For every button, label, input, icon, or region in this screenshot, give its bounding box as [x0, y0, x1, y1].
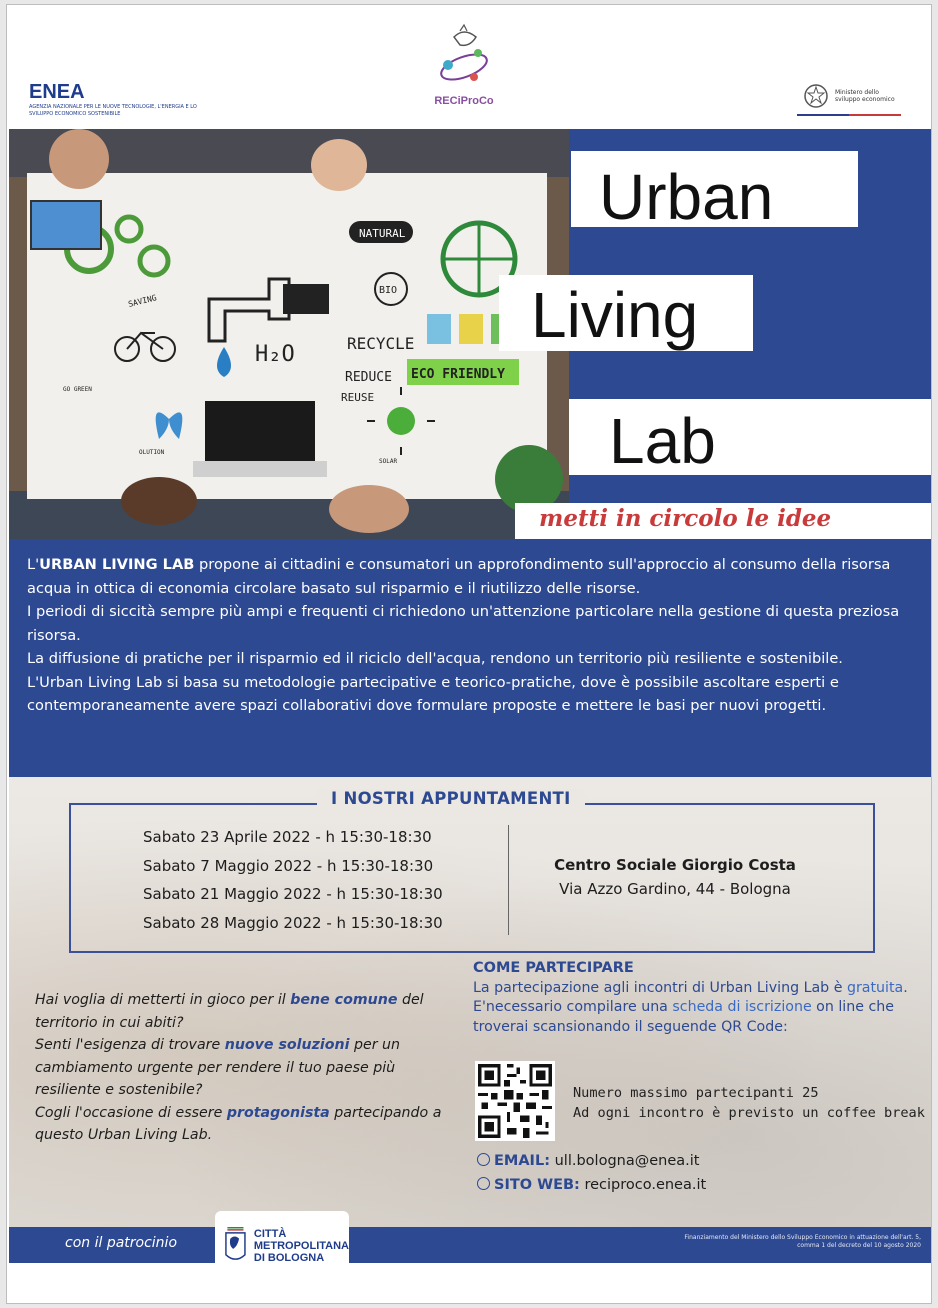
max-participants: Numero massimo partecipanti 25: [573, 1085, 819, 1101]
intro-paragraph-3: La diffusione di pratiche per il risparmio ed il riciclo dell'acqua, rendono un territorio più resiliente e sostenibile.: [27, 650, 843, 667]
venue-address: Via Azzo Gardino, 44 - Bologna: [559, 880, 791, 898]
invite-highlight: nuove soluzioni: [224, 1037, 350, 1053]
intro-strong: URBAN LIVING LAB: [39, 556, 195, 573]
invite-text-part: Senti l'esigenza di trovare: [35, 1037, 225, 1053]
patronage-label: con il patrocinio: [65, 1235, 178, 1251]
eco-friendly-label: ECO FRIENDLY: [411, 367, 505, 382]
invite-text-part: del territorio in cui abiti?: [35, 992, 424, 1031]
go-green-label: GO GREEN: [63, 386, 92, 393]
pollution-label: OLUTION: [139, 449, 165, 456]
intro-paragraph-2: I periodi di siccità sempre più ampi e frequenti ci richiedono un'attenzione particolare nella gestione di questa preziosa risorsa.: [27, 603, 900, 644]
flyer: [6, 4, 932, 1304]
metro-line: METROPOLITANA: [253, 1240, 349, 1252]
invite-text-part: partecipando a questo Urban Living Lab.: [35, 1104, 442, 1143]
intro-text: [9, 539, 931, 777]
reciproco-name: RECiProCo: [434, 95, 494, 107]
details-section: [9, 777, 931, 1227]
how-text-part: La partecipazione agli incontri di Urban Living Lab è: [473, 979, 847, 996]
recycle-label: RECYCLE: [347, 334, 415, 353]
reciproco-icon: [434, 23, 494, 93]
bio-label: BIO: [379, 285, 398, 296]
solar-label: SOLAR: [379, 458, 398, 465]
intro-paragraph-1: [27, 553, 915, 600]
how-text-part: E'necessario compilare una: [473, 999, 673, 1015]
how-registration: [473, 998, 932, 1037]
venue: [545, 853, 805, 901]
intro-rest: propone ai cittadini e consumatori un approfondimento sull'approccio al consumo della risorsa acqua in ottica di economia circolare basato sul risparmio e il riutilizzo delle risorse.: [27, 556, 891, 597]
contacts: [477, 1149, 706, 1197]
invite-highlight: bene comune: [290, 992, 398, 1008]
natural-label: NATURAL: [359, 227, 406, 240]
email-link[interactable]: ull.bologna@enea.it: [554, 1153, 700, 1169]
how-free: [473, 979, 932, 999]
metro-line: DI BOLOGNA: [253, 1252, 325, 1264]
enea-logo: [29, 81, 199, 118]
how-to-participate: [473, 959, 932, 1037]
enea-wordmark: ENEA: [29, 81, 85, 103]
metropolitan-city-logo: [215, 1211, 349, 1281]
venue-name: Centro Sociale Giorgio Costa: [554, 856, 796, 874]
reciproco-logo: [419, 23, 509, 107]
invite-text-part: Hai voglia di metterti in gioco per il: [35, 992, 291, 1008]
globe-icon: [477, 1177, 490, 1190]
how-highlight: scheda di iscrizione: [672, 999, 812, 1015]
email-row: [477, 1149, 706, 1173]
invite-text-part: Cogli l'occasione di essere: [35, 1104, 227, 1121]
website-row: [477, 1173, 706, 1197]
how-title: COME PARTECIPARE: [473, 960, 634, 976]
metropolitan-city-name: [254, 1228, 349, 1264]
appointment-date: Sabato 28 Maggio 2022 - h 15:30-18:30: [143, 913, 443, 932]
appointment-date: Sabato 21 Maggio 2022 - h 15:30-18:30: [143, 885, 443, 903]
intro-paragraph-4: L'Urban Living Lab si basa su metodologie partecipative e teorico-pratiche, dove è possibile ascoltare esperti e contemporaneamente avere spazi collaborativi dove formulare proposte e mettere le basi per nuovi progetti.: [27, 673, 839, 714]
capacity-info: [573, 1083, 925, 1123]
invite-text: [35, 989, 455, 1147]
website-link[interactable]: reciproco.enea.it: [584, 1177, 707, 1193]
qr-code-icon[interactable]: [475, 1061, 555, 1141]
h2o-label: H₂O: [255, 342, 295, 367]
slogan-box: [515, 503, 931, 539]
intro-prefix: L': [27, 556, 40, 573]
footer: [9, 1227, 931, 1263]
email-label: EMAIL:: [494, 1153, 550, 1169]
reuse-label: REUSE: [341, 391, 375, 404]
title-urban: Urban: [571, 151, 858, 227]
title-living: Living: [499, 275, 753, 351]
title-lab: Lab: [569, 399, 932, 475]
coffee-break: Ad ogni incontro è previsto un coffee break: [573, 1105, 925, 1121]
invite-highlight: protagonista: [226, 1104, 330, 1121]
funding-note: Finanziamento del Ministero dello Sviluppo Economico in attuazione dell'art. 5, comma 1 del decreto del 10 agosto 2020: [684, 1234, 921, 1249]
appointment-date: Sabato 7 Maggio 2022 - h 15:30-18:30: [143, 856, 434, 875]
saving-label: SAVING: [127, 293, 158, 309]
how-text-part: on line che troverai scansionando il seguende QR Code:: [473, 999, 894, 1035]
workshop-photo: [9, 129, 569, 539]
italian-emblem-icon: [803, 81, 829, 111]
email-icon: [477, 1153, 490, 1166]
appointment-date: Sabato 23 Aprile 2022 - h 15:30-18:30: [143, 828, 432, 846]
ministry-name: Ministero dello sviluppo economico: [835, 89, 895, 103]
invite-text-part: per un cambiamento urgente per rendere il tuo paese più resiliente e sostenibile?: [35, 1037, 401, 1098]
reduce-label: REDUCE: [345, 370, 392, 385]
bologna-emblem-icon: [223, 1218, 248, 1274]
appointments-title: I NOSTRI APPUNTAMENTI: [317, 789, 585, 808]
how-highlight: gratuita: [846, 979, 904, 996]
hero-banner: [9, 129, 931, 539]
ministry-underline: [797, 114, 901, 116]
appointments-list: [143, 823, 443, 937]
how-text-part: .: [903, 979, 908, 996]
website-label: SITO WEB:: [494, 1177, 580, 1193]
enea-tagline: AGENZIA NAZIONALE PER LE NUOVE TECNOLOGIE, L'ENERGIA E LO SVILUPPO ECONOMICO SOSTENIBILE: [29, 104, 197, 117]
ministry-logo: [803, 81, 899, 111]
appointments-divider: [508, 825, 509, 935]
metro-line: CITTÀ: [253, 1228, 287, 1240]
slogan: metti in circolo le idee: [539, 505, 832, 532]
